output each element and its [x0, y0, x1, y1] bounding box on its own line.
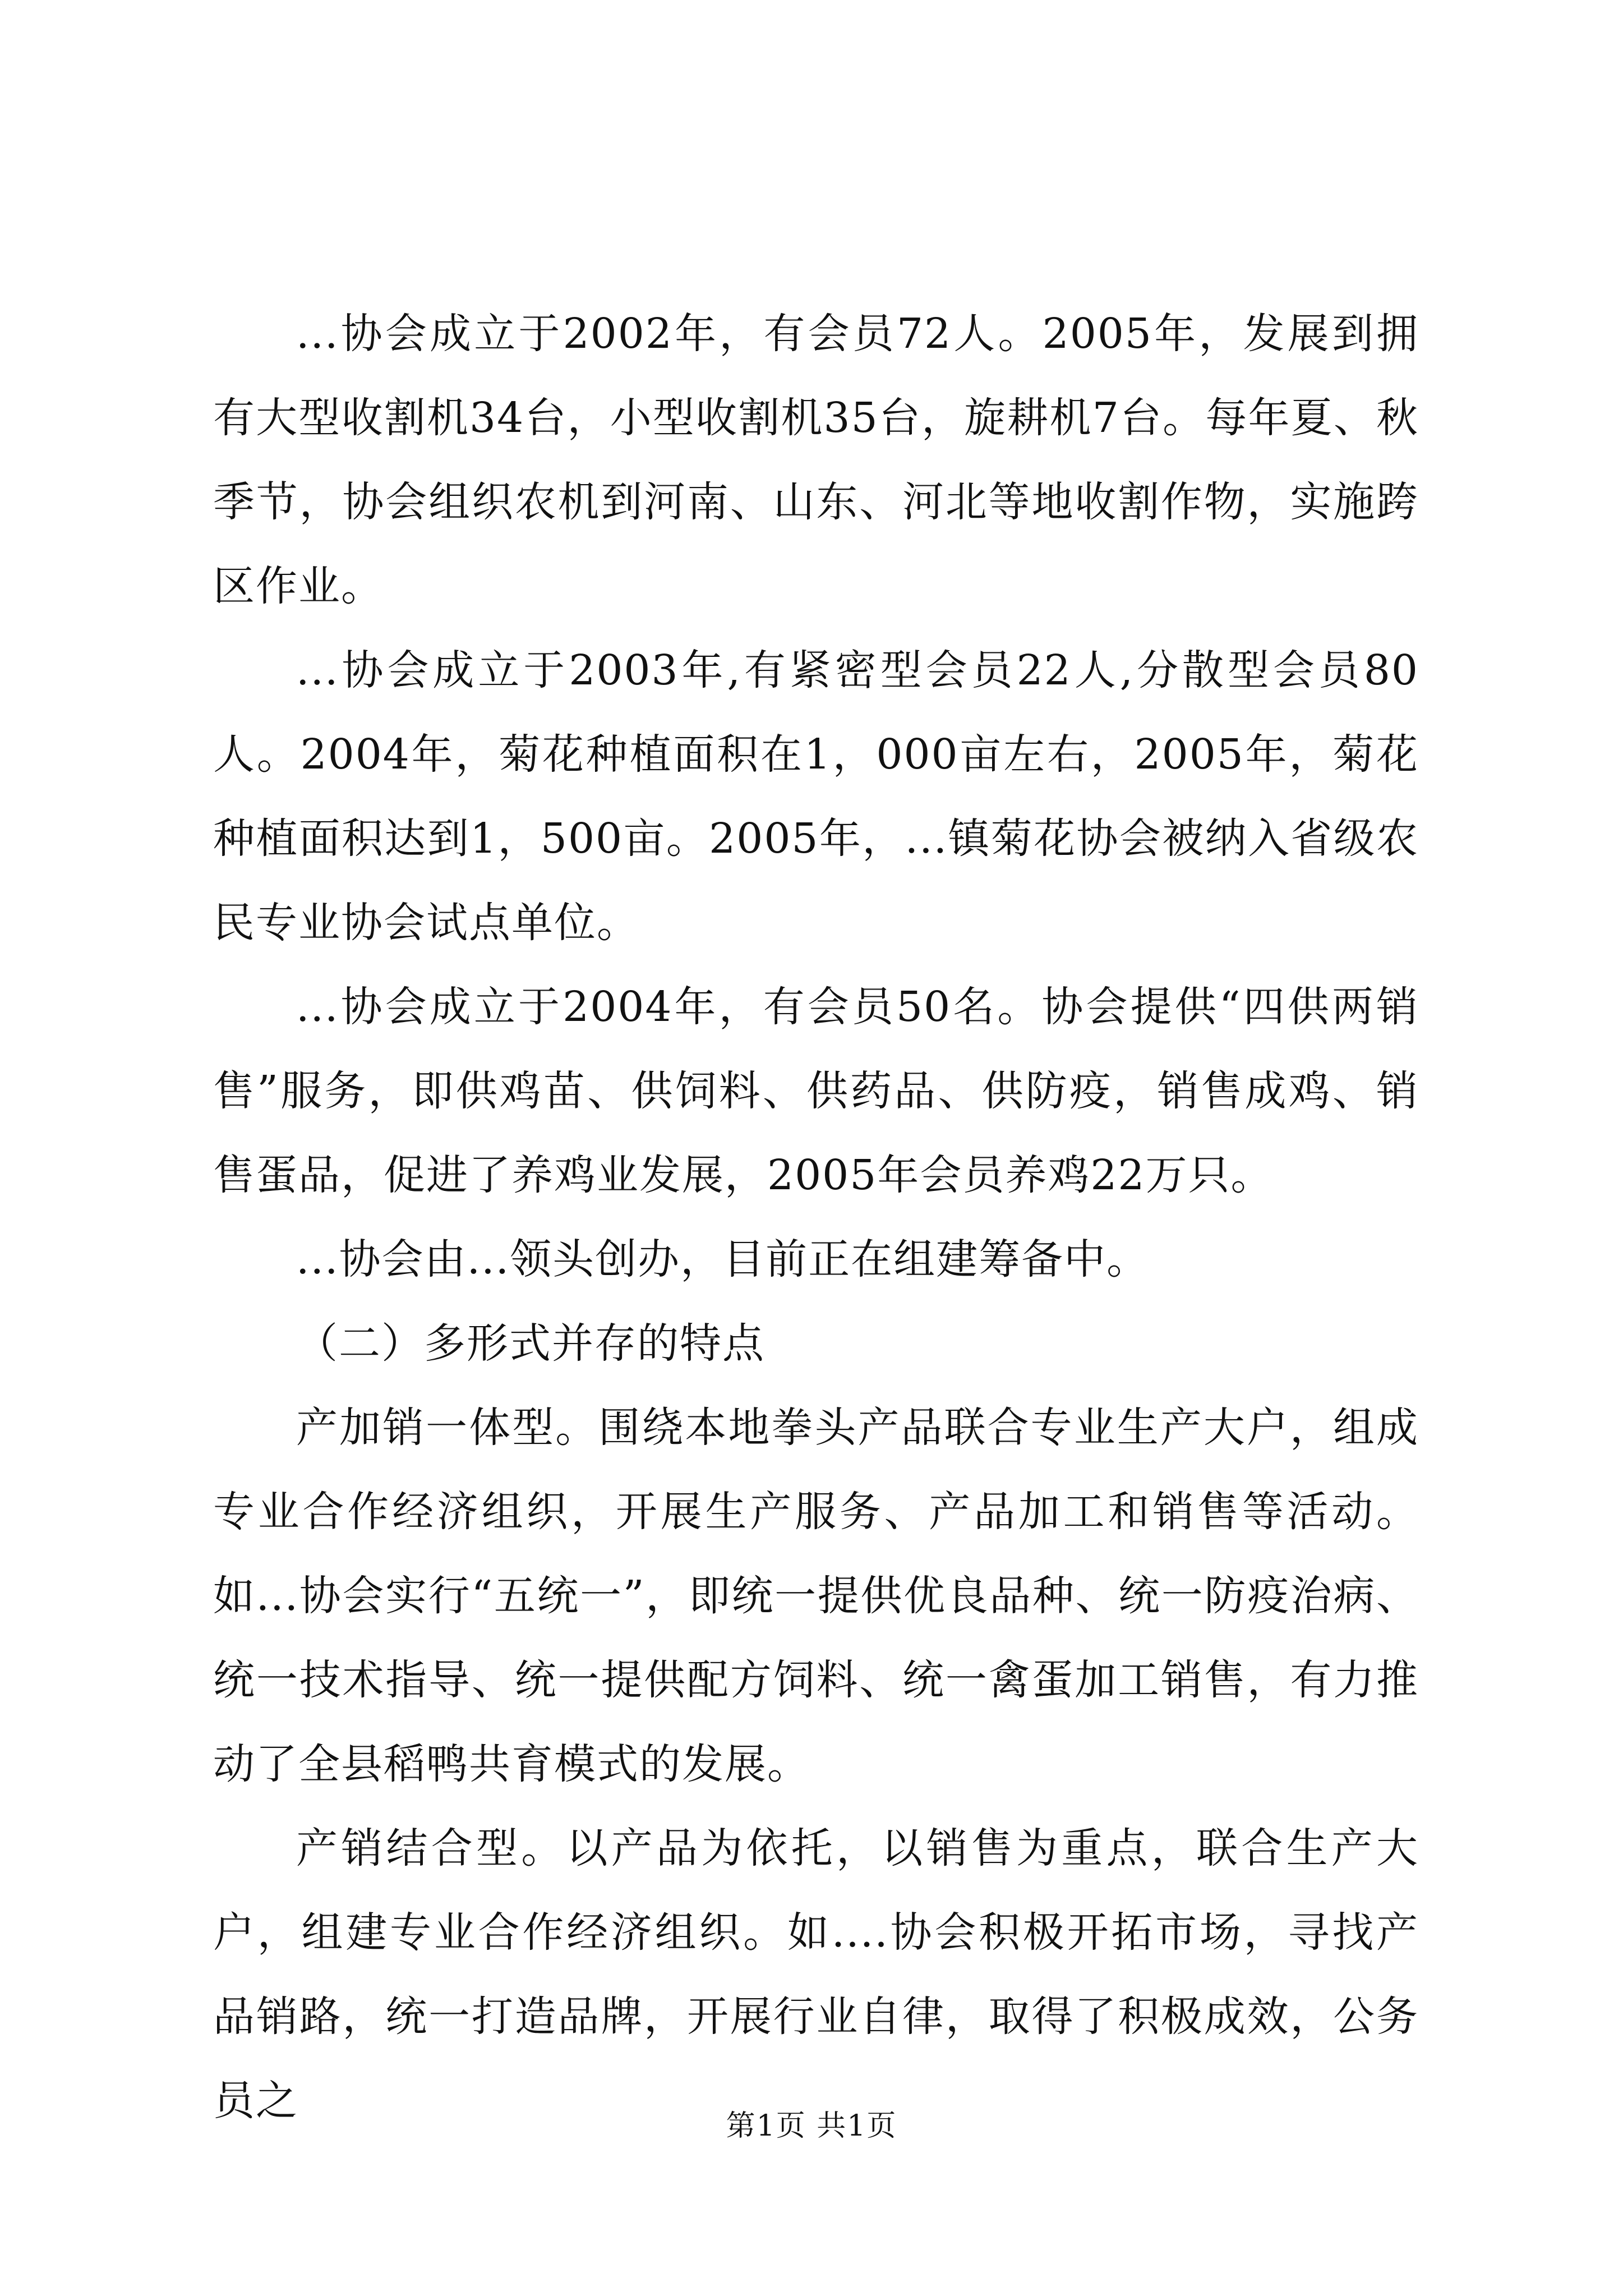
paragraph-chrysanthemum-association: ...协会成立于2003年,有紧密型会员22人,分散型会员80人。2004年，菊花种植面积在1，000亩左右，2005年，菊花种植面积达到1，500亩。2005年，...镇菊花协会被纳入省级农民专业协会试点单位。 — [213, 646, 1419, 947]
paragraph-poultry-association: ...协会成立于2004年，有会员50名。协会提供“四供两销售”服务，即供鸡苗、供饲料、供药品、供防疫，销售成鸡、销售蛋品，促进了养鸡业发展，2005年会员养鸡22万只。 — [213, 983, 1419, 1199]
paragraph-new-association: ...协会由...领头创办，目前正在组建筹备中。 — [296, 1235, 1150, 1283]
paragraph-production-sales-type: 产销结合型。以产品为依托，以销售为重点，联合生产大户，组建专业合作经济组织。如....协会积极开拓市场，寻找产品销路，统一打造品牌，开展行业自律，取得了积极成效，公务员之 — [213, 1824, 1419, 2125]
section-heading: （二）多形式并存的特点 — [296, 1319, 765, 1368]
paragraph-agri-machinery-association: ...协会成立于2002年，有会员72人。2005年，发展到拥有大型收割机34台，小型收割机35台，旋耕机7台。每年夏、秋季节，协会组织农机到河南、山东、河北等地收割作物，实施跨区作业。 — [213, 310, 1419, 610]
page-number-footer: 第1页 共1页 — [726, 2109, 897, 2143]
document-body — [213, 292, 1419, 2143]
paragraph-integrated-type: 产加销一体型。围绕本地拳头产品联合专业生产大户，组成专业合作经济组织，开展生产服务、产品加工和销售等活动。如...协会实行“五统一”，即统一提供优良品种、统一防疫治病、统一技术指导、统一提供配方饲料、统一禽蛋加工销售，有力推动了全县稻鸭共育模式的发展。 — [213, 1404, 1419, 1788]
